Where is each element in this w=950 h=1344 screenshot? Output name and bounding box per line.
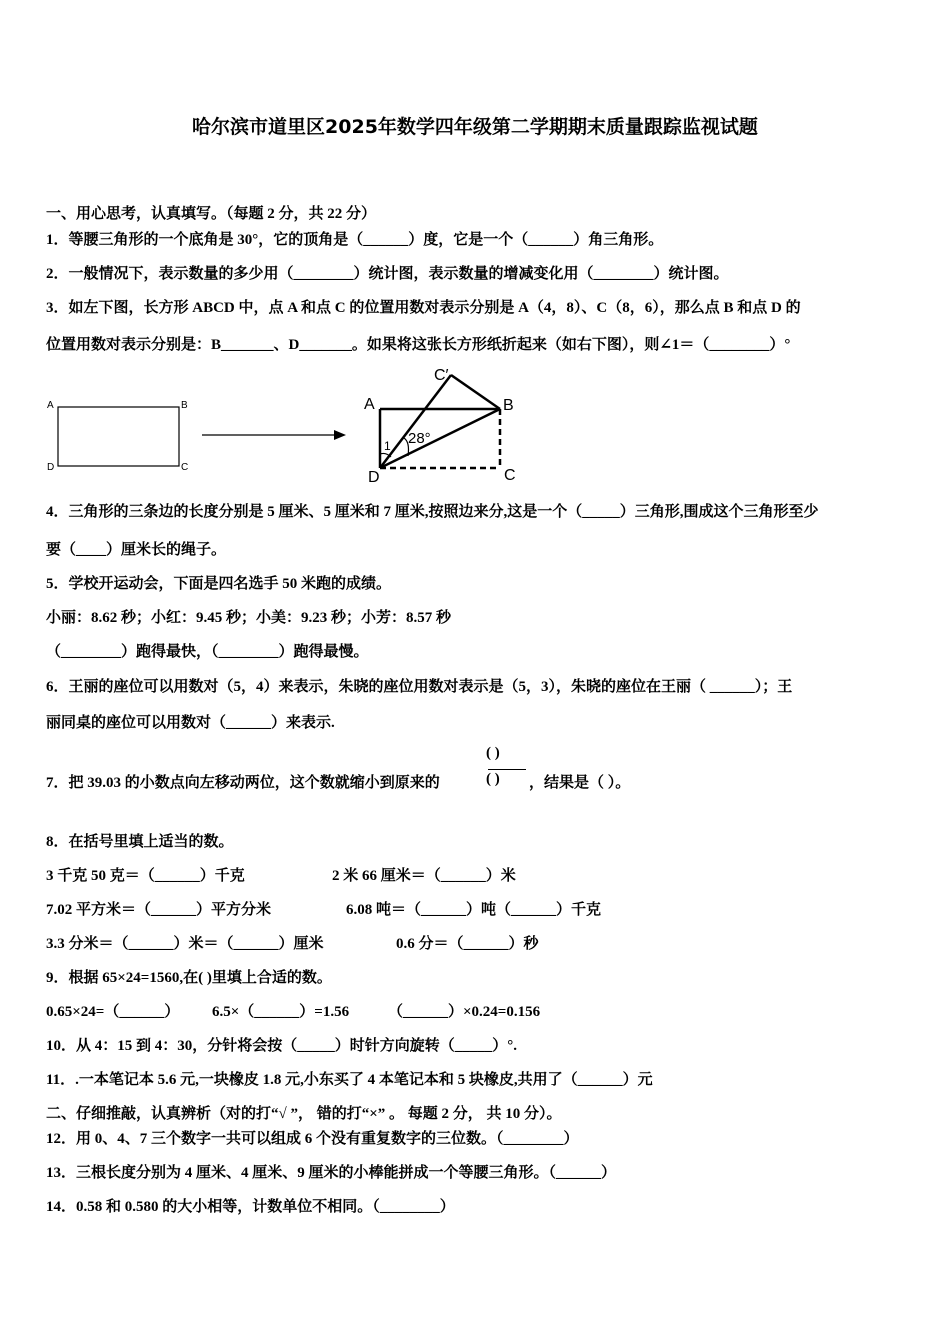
label-c: C: [504, 467, 516, 484]
question-5-blanks: （________）跑得最快，（________）跑得最慢。: [46, 644, 369, 660]
label-a: A: [364, 396, 375, 413]
question-7: 7．把 39.03 的小数点向左移动两位，这个数就缩小到原来的: [46, 775, 440, 791]
question-9-item-2: 6.5×（______）=1.56: [212, 1004, 350, 1020]
label-a: A: [47, 400, 54, 411]
question-6-line-1: 6．王丽的座位可以用数对（5，4）来表示，朱晓的座位用数对表示是（5，3），朱晓的座位在王丽（ ______）；王: [46, 679, 793, 695]
question-8-item-6: 0.6 分＝（______）秒: [396, 936, 539, 952]
fraction-numerator: ( ): [486, 745, 500, 761]
question-8-item-2: 2 米 66 厘米＝（______）米: [332, 868, 516, 884]
angle-label: 28°: [408, 430, 431, 447]
question-8-item-4: 6.08 吨＝（______）吨（______）千克: [346, 902, 602, 918]
question-7-result: ，结果是（ ）。: [529, 775, 631, 791]
page-title: 哈尔滨市道里区2025年数学四年级第二学期期末质量跟踪监视试题: [192, 116, 758, 138]
rectangle-abcd: [58, 407, 179, 466]
question-13: 13．三根长度分别为 4 厘米、4 厘米、9 厘米的小棒能拼成一个等腰三角形。（______）: [46, 1165, 617, 1181]
fraction-bar: [488, 769, 526, 770]
label-c-prime: C′: [434, 367, 449, 384]
arrow-icon: [200, 426, 350, 444]
label-d: D: [368, 469, 380, 486]
question-10: 10．从 4：15 到 4：30，分针将会按（_____）时针方向旋转（_____）°.: [46, 1038, 518, 1054]
question-9: 9．根据 65×24=1560,在( )里填上合适的数。: [46, 970, 332, 986]
label-c: C: [181, 462, 189, 473]
label-b: B: [181, 400, 188, 411]
question-8-item-1: 3 千克 50 克＝（______）千克: [46, 868, 245, 884]
question-1: 1．等腰三角形的一个底角是 30°，它的顶角是（______）度，它是一个（______）角三角形。: [46, 232, 664, 248]
question-9-item-1: 0.65×24=（______）: [46, 1004, 180, 1020]
question-3-line-2: 位置用数对表示分别是：B_______、D_______。如果将这张长方形纸折起来（如右下图），则∠1＝（________）°: [46, 337, 791, 353]
question-5: 5．学校开运动会，下面是四名选手 50 米跑的成绩。: [46, 576, 392, 592]
fraction-denominator: ( ): [486, 771, 500, 787]
section-1-heading: 一、用心思考，认真填写。（每题 2 分，共 22 分）: [46, 206, 377, 222]
label-d: D: [47, 462, 55, 473]
section-2-heading: 二、仔细推敲，认真辨析（对的打“√ ”， 错的打“×” 。 每题 2 分， 共 10 分）。: [46, 1106, 562, 1122]
question-8: 8．在括号里填上适当的数。: [46, 834, 234, 850]
question-3-line-1: 3．如左下图，长方形 ABCD 中，点 A 和点 C 的位置用数对表示分别是 A（4，8）、C（8，6），那么点 B 和点 D 的: [46, 300, 801, 316]
question-2: 2．一般情况下，表示数量的多少用（________）统计图，表示数量的增减变化用（________）统计图。: [46, 266, 729, 282]
label-b: B: [503, 397, 514, 414]
angle-mark: 1: [384, 439, 391, 453]
question-9-item-3: （______）×0.24=0.156: [388, 1004, 541, 1020]
question-8-item-5: 3.3 分米＝（______）米＝（______）厘米: [46, 936, 324, 952]
folded-rectangle-figure: [360, 362, 530, 487]
question-5-data: 小丽：8.62 秒；小红：9.45 秒；小美：9.23 秒；小芳：8.57 秒: [46, 610, 452, 626]
question-8-item-3: 7.02 平方米＝（______）平方分米: [46, 902, 272, 918]
question-12: 12．用 0、4、7 三个数字一共可以组成 6 个没有重复数字的三位数。（________）: [46, 1131, 579, 1147]
question-14: 14．0.58 和 0.580 的大小相等，计数单位不相同。（________）: [46, 1199, 455, 1215]
question-6-line-2: 丽同桌的座位可以用数对（______）来表示.: [46, 715, 335, 731]
question-4-line-2: 要（____）厘米长的绳子。: [46, 542, 227, 558]
question-11: 11．.一本笔记本 5.6 元,一块橡皮 1.8 元,小东买了 4 本笔记本和 5 块橡皮,共用了（______）元: [46, 1072, 653, 1088]
rectangle-figure: [44, 394, 199, 474]
question-4-line-1: 4．三角形的三条边的长度分别是 5 厘米、5 厘米和 7 厘米,按照边来分,这是一个（_____）三角形,围成这个三角形至少: [46, 504, 819, 520]
